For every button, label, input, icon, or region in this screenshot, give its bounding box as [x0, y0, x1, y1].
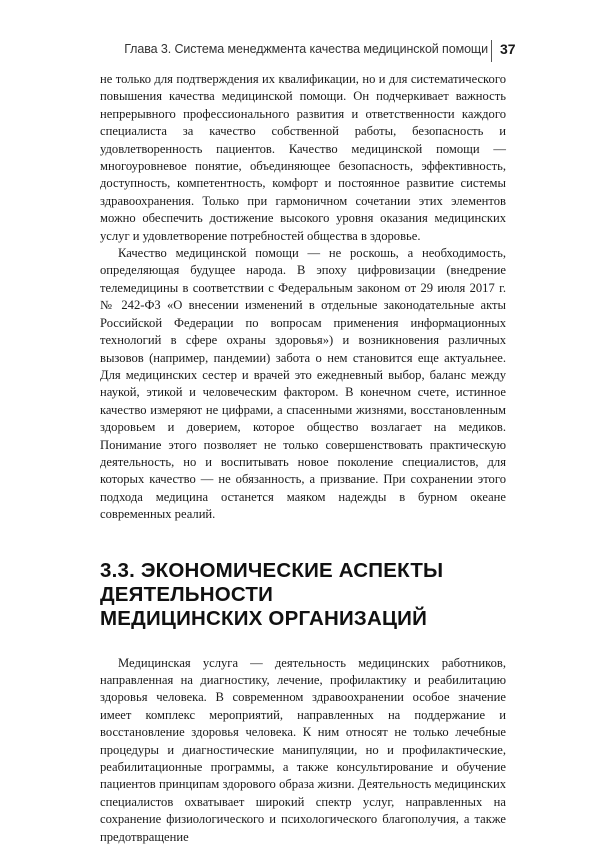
paragraph: Качество медицинской помощи — не роскошь, а необходимость, определяющая будущее народа. В эпоху цифровизации (внедрение телемедицины в соответствии с Федеральным законом от 29 июля 2017 г. № 242-ФЗ «О внесении изменений в отдельные законодательные акты Российской Федерации по вопросам применения информационных технологий в сфере охраны здоровья») и возникновения различных вызовов (например, пандемии) забота о нем становится еще актуальнее. Для медицинских сестер и врачей это ежедневный выбор, баланс между наукой, этикой и человеческим фактором. В конечном счете, истинное качество измеряют не цифрами, а спасенными жизнями, восстановленным здоровьем и доверием, которое общество возлагает на медиков. Понимание этого позволяет не только совершенствовать практическую деятельность, но и воспитывать новое поколение специалистов, для которых качество — не обязанность, а призвание. При сохранении этого подхода медицина останется маяком надежды в бурном океане современных реалий. [100, 246, 506, 522]
page-number: 37 [500, 41, 516, 57]
paragraph-continued: не только для подтверждения их квалификации, но и для систематического повышения качества медицинской помощи. Он подчеркивает важность непрерывного профессионального развития и ответственности каждого специалиста за качество собственной работы, безопасность и удовлетворенность пациентов. Качество медицинской помощи — многоуровневое понятие, объединяющее безопасность, эффективность, доступность, компетентность, комфорт и постоянное развитие системы здравоохранения. Только при гармоничном сочетании этих элементов можно обеспечить достижение высокого уровня оказания медицинских услуг и удовлетворение потребностей общества в здоровье. [100, 72, 506, 243]
section-heading-line: МЕДИЦИНСКИХ ОРГАНИЗАЦИЙ [100, 606, 428, 630]
section-heading-line: ДЕЯТЕЛЬНОСТИ [100, 582, 274, 606]
header-divider [491, 40, 492, 62]
running-head-title: Глава 3. Система менеджмента качества медицинской помощи [124, 42, 488, 56]
section-paragraph: Медицинская услуга — деятельность медицинских работников, направленная на диагностику, лечение, профилактику и реабилитацию здоровья человека. В современном здравоохранении особое значение имеет комплекс мероприятий, направленных на поддержание и восстановление здоровья человека. К ним относят не только лечебные процедуры и диагностические манипуляции, но и профилактические, реабилитационные программы, а также консультирование и обучение пациентов принципам здорового образа жизни. Деятельность медицинских специалистов охватывает широкий спектр услуг, направленных на сохранение физиологического и психологического благополучия, а также предотвращение [100, 655, 506, 844]
running-header [0, 40, 600, 62]
page-body [100, 71, 506, 846]
section-heading [100, 559, 506, 631]
section-heading-line: 3.3. ЭКОНОМИЧЕСКИЕ АСПЕКТЫ [100, 558, 444, 582]
